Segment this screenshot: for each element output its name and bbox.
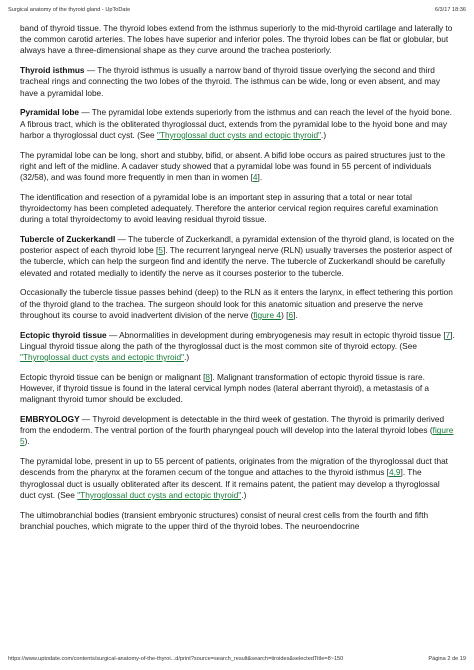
figure-link[interactable]: figure 4 [253,309,282,320]
paragraph-tubercle-zuckerkandl: Tubercle of Zuckerkandl — The tubercle of Zuckerkandl, a pyramidal extension of the thyroid gland, is located on the posterior aspect of each thyroid lobe [5]. The recurrent laryngeal nerve (RLN) usually traverses the posterior aspect of the tubercle, which can help the surgeon find and identify the nerve. The tubercle of Zuckerkandl should be carefully elevated and rotated medially to identify the nerve as it courses posterior to the tubercle. [20,234,455,278]
paragraph-tubercle-tethering: Occasionally the tubercle tissue passes behind (deep) to the RLN as it enters the larynx, in effect tethering this portion of the thyroid gland to the trachea. The surgeon should look for this anatomic situation and preserve the nerve throughout its course to avoid inadvertent division of the nerve (figure 4) [6]. [20,287,453,320]
paragraph-thyroid-isthmus: Thyroid isthmus — The thyroid isthmus is usually a narrow band of thyroid tissue overlying the second and third tracheal rings and connecting the two lobes of the thyroid. The isthmus can be wide, long or even absent, and may have a pyramidal lobe. [20,65,441,98]
reference-link[interactable]: 4,9 [388,467,401,478]
print-datetime: 6/3/17 18:36 [434,7,466,13]
page-number: Página 2 de 19 [428,656,466,662]
section-term: Thyroid isthmus [20,65,85,76]
paragraph-pyramidal-resection: The identification and resection of a pyramidal lobe is an important step in assuring that a total or near total thyroidectomy has been completed adequately. Therefore the anterior cervical region requires careful examination during a total thyroidectomy to avoid leaving residual thyroid tissue. [20,191,438,225]
print-header [8,7,466,13]
section-term: Pyramidal lobe [20,107,80,118]
section-term: EMBRYOLOGY [20,414,80,425]
section-term: Tubercle of Zuckerkandl [20,234,116,245]
reference-link[interactable]: 4 [252,172,258,183]
paragraph-lobes-continued: band of thyroid tissue. The thyroid lobes extend from the isthmus superiorly to the mid-thyroid cartilage and laterally to the common carotid arteries. The lobes have superior and inferior poles. The thyroid lobes can be flat or globular, but always have a three-dimensional shape as they curve around the trachea posteriorly. [20,23,453,56]
section-term: Ectopic thyroid tissue [20,329,107,340]
figure-link[interactable]: figure 5 [20,425,454,447]
page-url: https://www.uptodate.com/contents/surgical-anatomy-of-the-thyroi...d/print?source=search_result&search=tiroides&selectedTitle=8~150 [8,656,344,662]
reference-link[interactable]: 7 [445,329,451,340]
paragraph-ultimobranchial: The ultimobranchial bodies (transient embryonic structures) consist of neural crest cells from the fourth and fifth branchial pouches, which migrate to the upper third of the thyroid lobes. The neuroendocrine [20,509,429,531]
paragraph-embryology: EMBRYOLOGY — Thyroid development is detectable in the third week of gestation. The thyroid is primarily derived from the endoderm. The ventral portion of the fourth pharyngeal pouch will develop into the lateral thyroid lobes (figure 5). [20,414,454,447]
link-thyroglossal-duct-cysts[interactable]: "Thyroglossal duct cysts and ectopic thyroid" [77,489,242,500]
paragraph-pyramidal-lobe: Pyramidal lobe — The pyramidal lobe extends superiorly from the isthmus and can reach the level of the hyoid bone. A fibrous tract, which is the obliterated thyroglossal duct, extends from the pyramidal lobe to the hyoid bone and may harbor a thyroglossal duct cyst. (See "Thyroglossal duct cysts and ectopic thyroid".) [20,107,452,140]
paragraph-pyramidal-variants: The pyramidal lobe can be long, short and stubby, bifid, or absent. A bifid lobe occurs as paired structures just to the right and left of the midline. A cadaver study showed that a pyramidal lobe was found in 55 percent of individuals (32/58), and was found more frequently in men than in women [4]. [20,149,446,183]
print-footer [8,656,466,662]
link-thyroglossal-duct-cysts[interactable]: "Thyroglossal duct cysts and ectopic thyroid" [156,129,322,140]
paragraph-pyramidal-origin: The pyramidal lobe, present in up to 55 percent of patients, originates from the migration of the thyroglossal duct that descends from the pharynx at the foramen cecum of the tongue and attaches to the thyroid isthmus [4,9]. The thyroglossal duct is usually obliterated after its descent. If it remains patent, the patient may develop a thyroglossal duct cyst. (See "Thyroglossal duct cysts and ectopic thyroid".) [20,456,448,500]
document-title: Surgical anatomy of the thyroid gland - UpToDate [8,7,131,13]
paragraph-ectopic-thyroid: Ectopic thyroid tissue — Abnormalities in development during embryogenesis may result in ectopic thyroid tissue [7]. Lingual thyroid tissue along the path of the thyroglossal duct is the most common site of thyroid ectopy. (See "Thyroglossal duct cysts and ectopic thyroid".) [20,329,455,363]
link-thyroglossal-duct-cysts[interactable]: "Thyroglossal duct cysts and ectopic thyroid" [20,352,185,363]
paragraph-ectopic-malignancy: Ectopic thyroid tissue can be benign or malignant [8]. Malignant transformation of ectopic thyroid tissue is rare. However, if thyroid tissue is found in the lateral cervical lymph nodes (lateral aberrant thyroid), a metastasis of a malignant thyroid tumor should be excluded. [20,371,430,405]
reference-link[interactable]: 8 [205,371,211,382]
reference-link[interactable]: 6 [288,309,294,320]
reference-link[interactable]: 5 [158,245,163,256]
article-body [20,23,456,541]
